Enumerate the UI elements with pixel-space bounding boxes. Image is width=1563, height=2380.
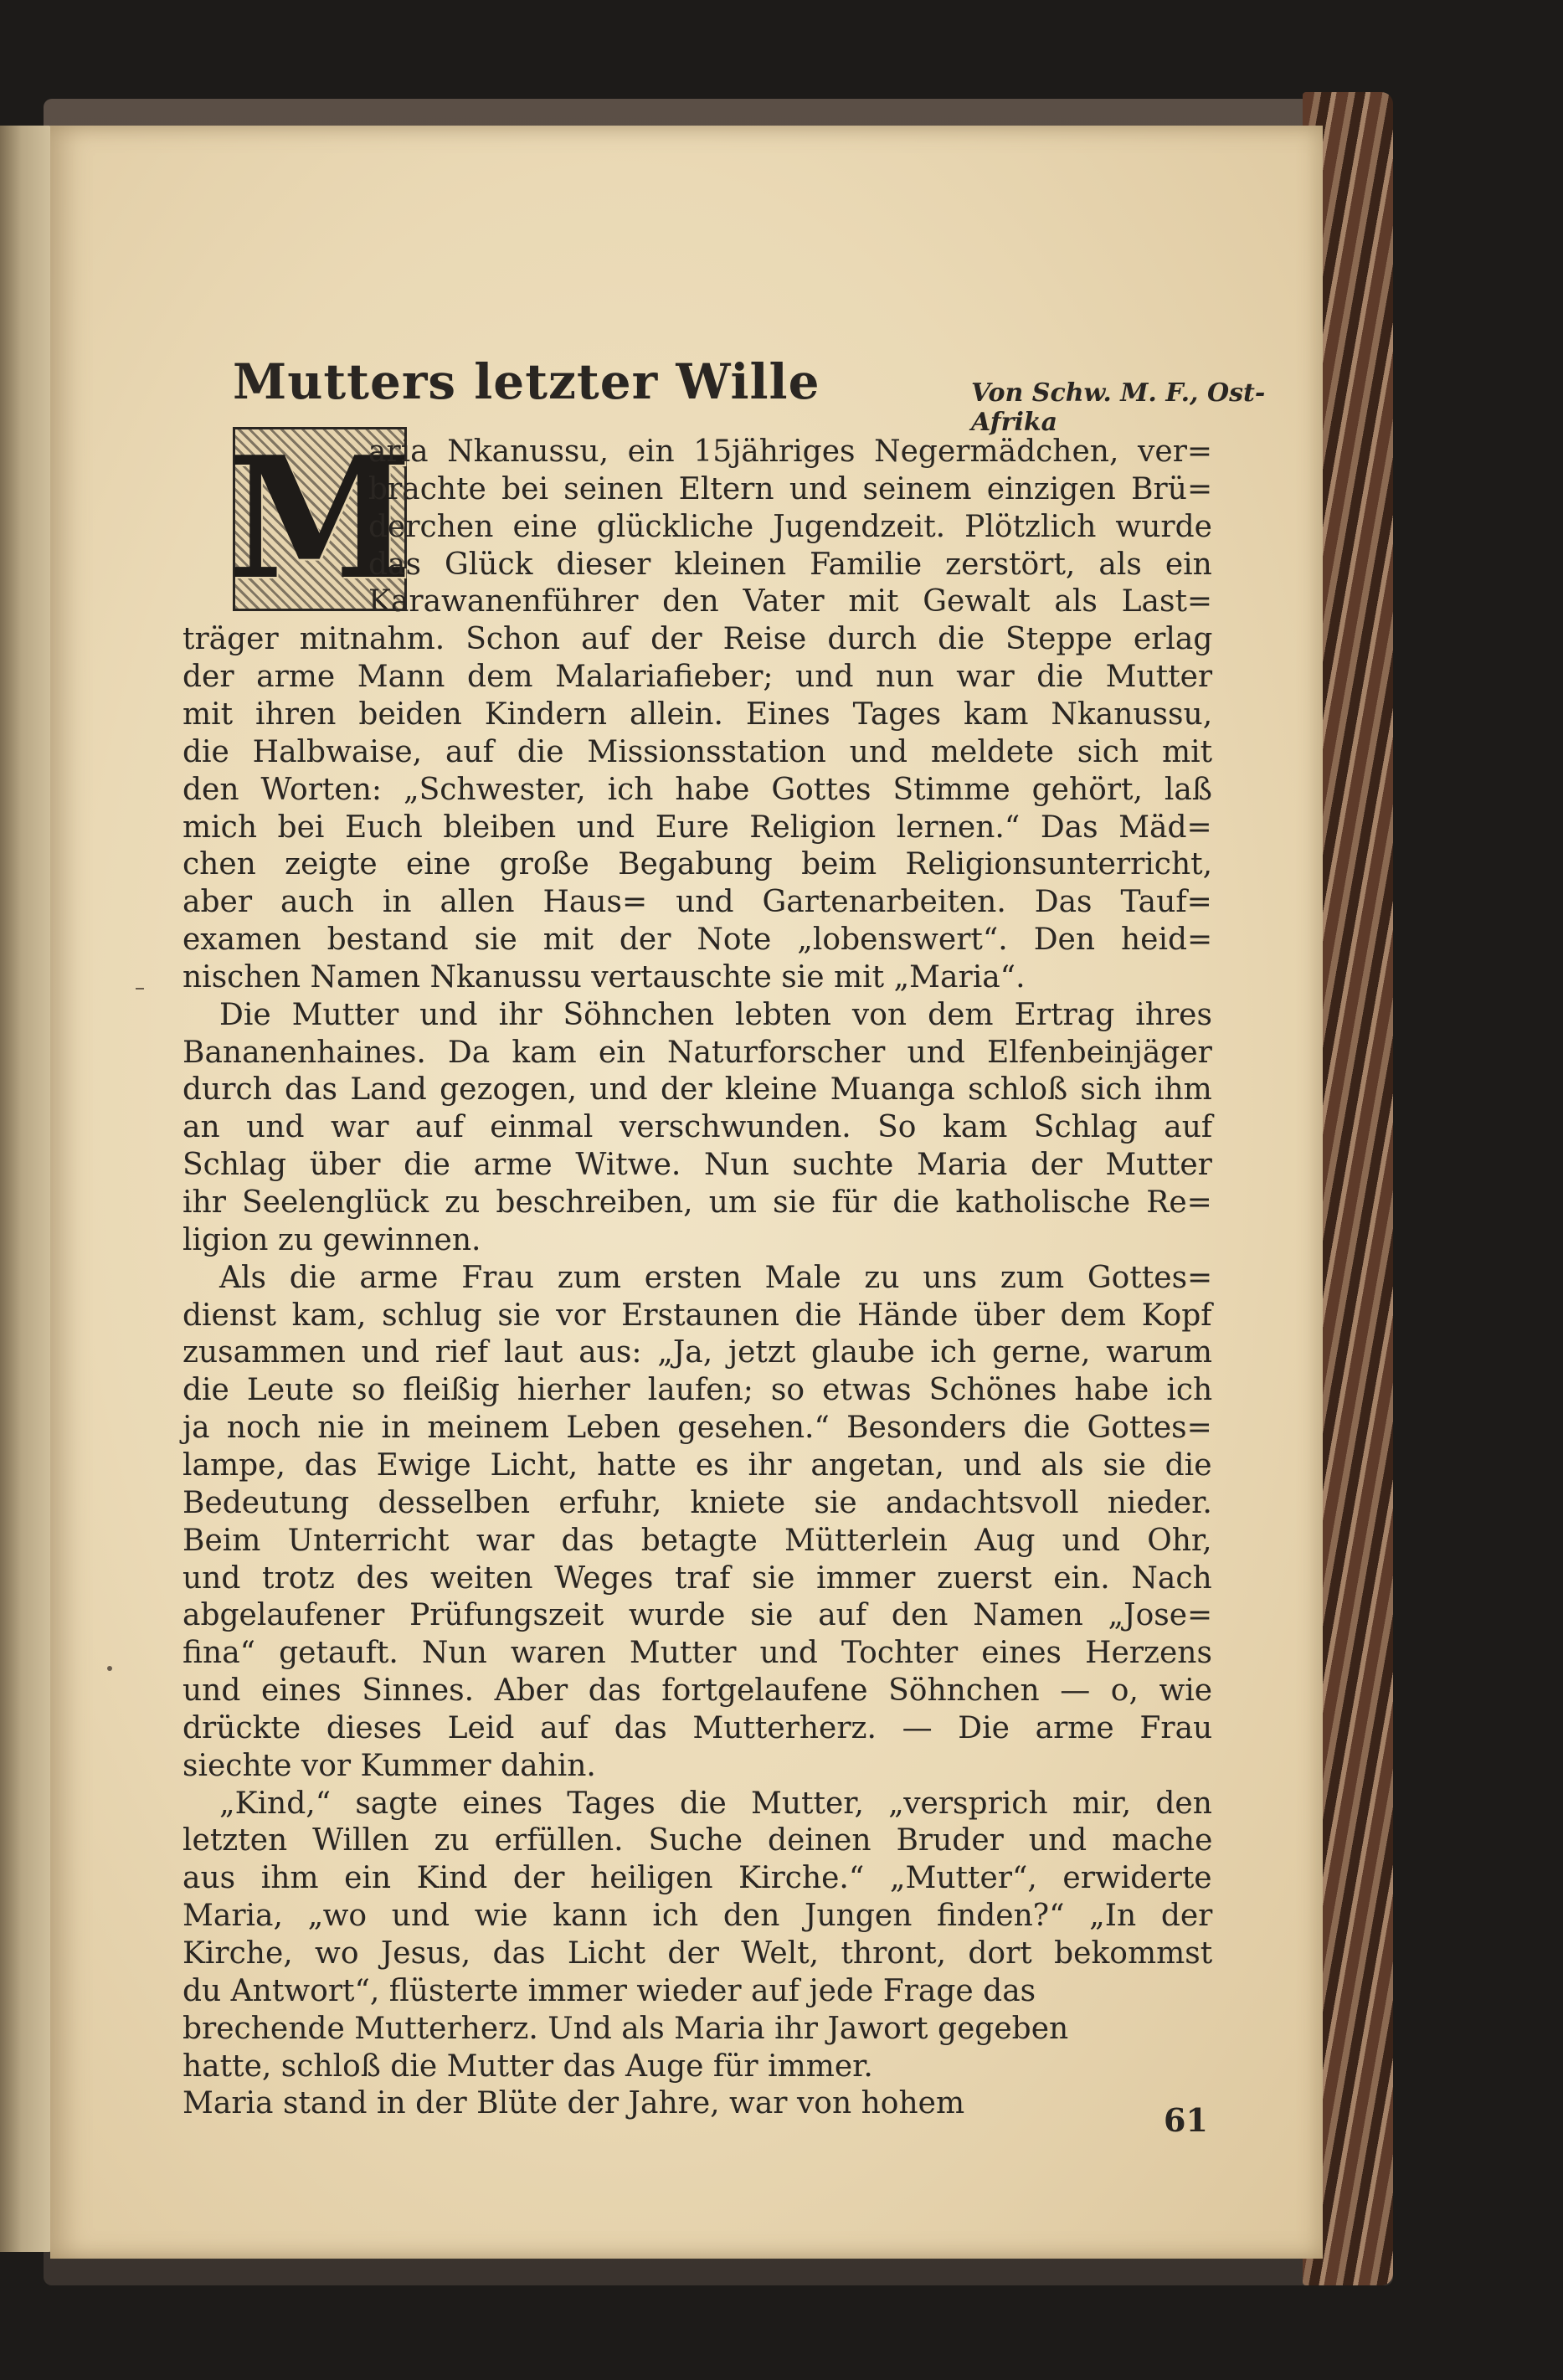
- text-line: die Halbwaise, auf die Missionsstation und meldete sich mit: [183, 734, 1213, 769]
- text-line: du Antwort“, flüsterte immer wieder auf jede Frage das: [183, 1973, 1036, 2008]
- text-line: Bananenhaines. Da kam ein Naturforscher und Elfenbeinjäger: [183, 1035, 1212, 1070]
- text-line: letzten Willen zu erfüllen. Suche deinen Bruder und mache: [183, 1823, 1213, 1858]
- left-page-edge: [0, 126, 54, 2252]
- text-line: Bedeutung desselben erfuhr, kniete sie andachtsvoll nieder.: [183, 1485, 1212, 1520]
- page-number: 61: [1164, 2101, 1208, 2139]
- drop-cap-letter: M: [227, 420, 413, 617]
- text-line: hatte, schloß die Mutter das Auge für immer.: [183, 2048, 873, 2084]
- text-line: mich bei Euch bleiben und Eure Religion lernen.“ Das Mäd=: [183, 810, 1212, 845]
- text-line: Als die arme Frau zum ersten Male zu uns zum Gottes=: [219, 1260, 1213, 1295]
- margin-dot: [107, 1666, 112, 1671]
- text-line: mit ihren beiden Kindern allein. Eines Tages kam Nkanussu,: [183, 697, 1213, 732]
- text-line: chen zeigte eine große Begabung beim Religionsunterricht,: [183, 847, 1213, 882]
- text-line: träger mitnahm. Schon auf der Reise durch die Steppe erlag: [183, 622, 1213, 657]
- text-line: nischen Namen Nkanussu vertauschte sie mit „Maria“.: [183, 959, 1026, 995]
- text-line: den Worten: „Schwester, ich habe Gottes Stimme gehört, laß: [183, 772, 1212, 807]
- text-line: der arme Mann dem Malariafieber; und nun war die Mutter: [183, 660, 1213, 695]
- text-line: Karawanenführer den Vater mit Gewalt als Last=: [368, 584, 1213, 619]
- text-line: abgelaufener Prüfungszeit wurde sie auf den Namen „Jose=: [183, 1598, 1213, 1633]
- text-line: aria Nkanussu, ein 15jähriges Negermädchen, ver=: [368, 434, 1213, 469]
- text-line: die Leute so fleißig hierher laufen; so etwas Schönes habe ich: [183, 1373, 1213, 1408]
- text-line: „Kind,“ sagte eines Tages die Mutter, „versprich mir, den: [219, 1786, 1212, 1821]
- text-line: brachte bei seinen Eltern und seinem einzigen Brü=: [368, 471, 1213, 506]
- text-line: Beim Unterricht war das betagte Mütterlein Aug und Ohr,: [183, 1523, 1212, 1558]
- text-line: ihr Seelenglück zu beschreiben, um sie für die katholische Re=: [183, 1185, 1212, 1220]
- text-line: und eines Sinnes. Aber das fortgelaufene Söhnchen — o, wie: [183, 1673, 1213, 1709]
- text-line: und trotz des weiten Weges traf sie immer zuerst ein. Nach: [183, 1560, 1212, 1596]
- text-line: an und war auf einmal verschwunden. So kam Schlag auf: [183, 1110, 1213, 1145]
- text-line: Maria, „wo und wie kann ich den Jungen finden?“ „In der: [183, 1899, 1213, 1934]
- text-line: fina“ getauft. Nun waren Mutter und Tochter eines Herzens: [183, 1636, 1212, 1671]
- text-line: siechte vor Kummer dahin.: [183, 1748, 596, 1783]
- text-line: aus ihm ein Kind der heiligen Kirche.“ „Mutter“, erwiderte: [183, 1861, 1212, 1896]
- text-line: das Glück dieser kleinen Familie zerstört, als ein: [368, 547, 1212, 582]
- text-line: Schlag über die arme Witwe. Nun suchte Maria der Mutter: [183, 1148, 1212, 1183]
- text-line: Maria stand in der Blüte der Jahre, war von hohem: [183, 2086, 965, 2121]
- text-line: aber auch in allen Haus= und Gartenarbeiten. Das Tauf=: [183, 885, 1212, 920]
- text-line: zusammen und rief laut aus: „Ja, jetzt glaube ich gerne, warum: [183, 1335, 1213, 1370]
- margin-mark: [136, 988, 144, 990]
- text-line: dienst kam, schlug sie vor Erstaunen die Hände über dem Kopf: [183, 1298, 1212, 1333]
- text-line: derchen eine glückliche Jugendzeit. Plötzlich wurde: [368, 509, 1212, 544]
- text-line: lampe, das Ewige Licht, hatte es ihr angetan, und als sie die: [183, 1447, 1212, 1483]
- text-line: brechende Mutterherz. Und als Maria ihr Jawort gegeben: [183, 2011, 1069, 2046]
- text-line: drückte dieses Leid auf das Mutterherz. — Die arme Frau: [183, 1710, 1213, 1745]
- text-line: Die Mutter und ihr Söhnchen lebten von dem Ertrag ihres: [219, 997, 1212, 1032]
- text-line: Kirche, wo Jesus, das Licht der Welt, thront, dort bekommst: [183, 1936, 1213, 1971]
- article-title: Mutters letzter Wille: [233, 353, 820, 410]
- book-page: [50, 126, 1323, 2259]
- article-byline: Von Schw. M. F., Ost-Afrika: [971, 378, 1266, 437]
- text-line: examen bestand sie mit der Note „lobenswert“. Den heid=: [183, 923, 1213, 958]
- text-line: ja noch nie in meinem Leben gesehen.“ Besonders die Gottes=: [183, 1411, 1212, 1446]
- text-line: ligion zu gewinnen.: [183, 1222, 481, 1257]
- text-line: durch das Land gezogen, und der kleine Muanga schloß sich ihm: [183, 1072, 1212, 1108]
